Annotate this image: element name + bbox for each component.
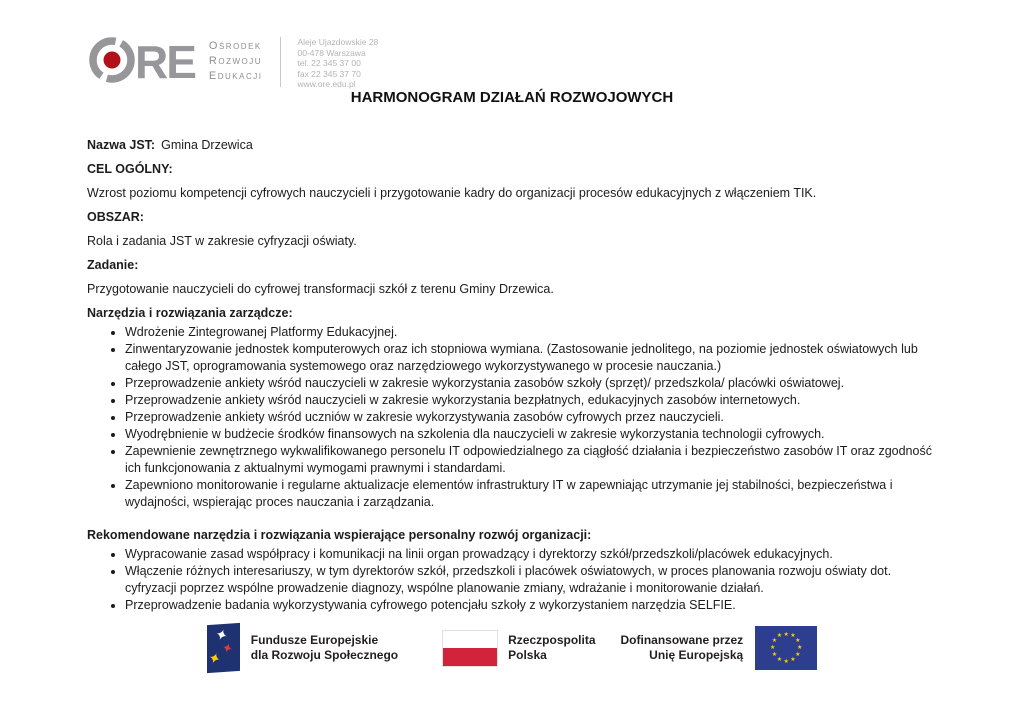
rekomendowane-list — [87, 546, 937, 614]
eu-funds-flag-icon — [207, 623, 240, 673]
poland-label — [508, 633, 595, 663]
poland-label-line: Polska — [508, 648, 547, 662]
org-name — [209, 39, 263, 84]
four-point-star-icon: ✦ — [219, 639, 235, 657]
address-block — [297, 37, 378, 90]
list-item: • Przeprowadzenie ankiety wśród nauczycieli w zakresie wykorzystania zasobów szkoły (sprzęt)/ przedszkola/ placówki oświatowej. — [125, 375, 937, 392]
obszar-text: Rola i zadania JST w zakresie cyfryzacji oświaty. — [87, 234, 357, 248]
org-name-line: Ośrodek — [208, 40, 262, 52]
website-text: www.ore.edu.pl — [297, 79, 356, 89]
list-item: • Wypracowanie zasad współpracy i komunikacji na linii organ prowadzący i dyrektorzy szkół/przedszkoli/placówek edukacyjnych. — [125, 546, 937, 563]
star-icon: ★ — [790, 633, 796, 640]
list-item: • Zinwentaryzowanie jednostek komputerowych oraz ich stopniowa wymiana. (Zastosowanie jednolitego, na poziomie jednostek oświatowych lub całego JST, oprogramowania systemowego oraz narzędziowego wykorzystywanego w procesie nauczania.) — [125, 341, 937, 375]
zadanie-text: Przygotowanie nauczycieli do cyfrowej transformacji szkół z terenu Gminy Drzewica. — [87, 282, 554, 296]
address-line: 00-478 Warszawa — [297, 47, 366, 58]
eu-funds-group — [207, 624, 398, 672]
page-title: HARMONOGRAM DZIAŁAŃ ROZWOJOWYCH — [350, 89, 674, 106]
nazwa-jst-row — [87, 137, 937, 153]
star-icon: ★ — [795, 651, 801, 658]
cofinanced-label-line: Unię Europejską — [649, 648, 744, 662]
star-icon: ★ — [790, 656, 796, 663]
star-icon: ★ — [783, 631, 789, 638]
list-item: • Zapewnienie zewnętrznego wykwalifikowanego personelu IT odpowiedzialnego za ciągłość działania i bezpieczeństwo zasobów IT oraz zgodność ich funkcjonowania z aktualnymi wymogami prawnymi i standardami. — [125, 443, 937, 477]
eu-funds-label-line: Fundusze Europejskie — [250, 633, 379, 647]
star-icon: ★ — [795, 638, 801, 645]
obszar-label: OBSZAR: — [87, 210, 144, 224]
star-icon: ★ — [771, 638, 778, 645]
list-item: • Wdrożenie Zintegrowanej Platformy Edukacyjnej. — [125, 324, 937, 341]
org-name-line: Rozwoju — [208, 55, 263, 67]
eu-flag-icon — [755, 626, 817, 670]
list-item: • Włączenie różnych interesariuszy, w tym dyrektorów szkół, przedszkoli i placówek oświatowych, w proces planowania rozwoju oświaty dot. cyfryzacji poprzez wspólne prowadzenie diagnozy, wspólne planowanie zmiany, wdrażanie i monitorowanie działań. — [125, 563, 937, 597]
cel-ogolny-label: CEL OGÓLNY: — [87, 162, 173, 176]
cofinanced-label-line: Dofinansowane przez — [620, 633, 744, 647]
narzedzia-label: Narzędzia i rozwiązania zarządcze: — [87, 306, 293, 320]
list-item: • Przeprowadzenie ankiety wśród nauczycieli w zakresie wykorzystania bezpłatnych, edukacyjnych zasobów internetowych. — [125, 392, 937, 409]
ore-logo-letters: RE — [135, 36, 195, 88]
rekomendowane-label: Rekomendowane narzędzia i rozwiązania wspierające personalny rozwój organizacji: — [87, 528, 592, 542]
funding-logos — [0, 624, 1024, 672]
narzedzia-list — [87, 324, 937, 511]
cofinanced-group — [596, 626, 818, 670]
document-body — [87, 137, 937, 622]
star-icon: ★ — [783, 658, 789, 665]
eu-funds-label — [251, 633, 398, 663]
address-line: tel. 22 345 37 00 — [297, 58, 361, 68]
cel-ogolny-text: Wzrost poziomu kompetencji cyfrowych nauczycieli i przygotowanie kadry do organizacji procesów edukacyjnych z włączeniem TIK. — [87, 186, 817, 200]
poland-label-line: Rzeczpospolita — [508, 633, 596, 647]
org-name-line: Edukacji — [208, 70, 263, 82]
star-icon: ★ — [771, 651, 778, 658]
letterhead — [87, 33, 378, 91]
poland-group — [398, 630, 595, 667]
star-icon: ★ — [776, 656, 783, 663]
nazwa-jst-value: Gmina Drzewica — [161, 138, 253, 152]
ore-logo-o-icon — [87, 35, 137, 90]
address-line: fax 22 345 37 70 — [297, 68, 361, 79]
four-point-star-icon: ✦ — [212, 625, 230, 646]
ore-logo — [87, 33, 195, 91]
list-item: • Przeprowadzenie badania wykorzystywania cyfrowego potencjału szkoły z wykorzystaniem narzędzia SELFIE. — [125, 597, 937, 614]
star-icon: ★ — [796, 645, 803, 651]
header-divider — [280, 37, 281, 87]
eu-funds-label-line: dla Rozwoju Społecznego — [250, 648, 399, 662]
list-item: • Przeprowadzenie ankiety wśród uczniów w zakresie wykorzystywania zasobów cyfrowych przez nauczycieli. — [125, 409, 937, 426]
list-item: • Wyodrębnienie w budżecie środków finansowych na szkolenia dla nauczycieli w zakresie wykorzystania technologii cyfrowych. — [125, 426, 937, 443]
poland-flag-icon — [442, 630, 498, 667]
star-icon: ★ — [776, 633, 783, 640]
four-point-star-icon: ✦ — [205, 649, 223, 670]
list-item: • Zapewniono monitorowanie i regularne aktualizacje elementów infrastruktury IT w zapewniając utrzymanie jej stabilności, bezpieczeństwa i wydajności, wspierając proces nauczania i zarządzania. — [125, 477, 937, 511]
cofinanced-label — [621, 633, 744, 663]
nazwa-jst-label: Nazwa JST: — [87, 138, 156, 152]
zadanie-label: Zadanie: — [87, 258, 139, 272]
address-line: Aleje Ujazdowskie 28 — [297, 37, 379, 47]
star-icon: ★ — [769, 645, 776, 651]
